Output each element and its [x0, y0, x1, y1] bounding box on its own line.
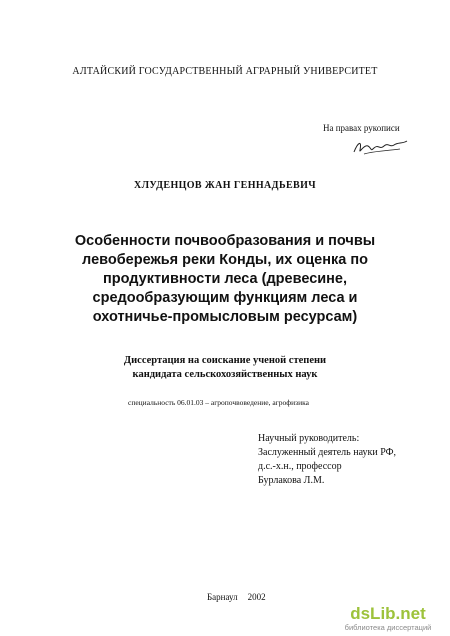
degree-line: кандидата сельскохозяйственных наук [132, 369, 318, 380]
university-name: АЛТАЙСКИЙ ГОСУДАРСТВЕННЫЙ АГРАРНЫЙ УНИВЕРСИТЕТ [72, 66, 378, 77]
author-name: ХЛУДЕНЦОВ ЖАН ГЕННАДЬЕВИЧ [133, 180, 317, 191]
title-line: Особенности почвообразования и почвы [74, 233, 376, 249]
watermark-subtitle: библиотека диссертаций [344, 623, 432, 632]
watermark-logo: dsLib.net [350, 604, 426, 623]
degree-line: Диссертация на соискание ученой степени [123, 355, 327, 366]
footer-year: 2002 [247, 592, 266, 602]
manuscript-note: На правах рукописи [323, 123, 400, 133]
advisor-line: Научный руководитель: [258, 433, 360, 444]
advisor-line: Заслуженный деятель науки РФ, [258, 447, 397, 458]
advisor-line: Бурлакова Л.М. [258, 475, 325, 486]
dslib-watermark[interactable] [332, 605, 444, 632]
dissertation-title [40, 232, 410, 327]
footer-city: Барнаул [207, 592, 238, 602]
title-line: продуктивности леса (древесине, [102, 271, 348, 287]
handwritten-signature [350, 136, 410, 158]
advisor-line: д.с.-х.н., профессор [258, 461, 342, 472]
title-line: охотничье-промысловым ресурсам) [92, 309, 358, 325]
degree-statement [0, 354, 450, 382]
specialty-line: специальность 06.01.03 – агропочвоведение, агрофизика [128, 398, 309, 407]
footer-place-year [207, 592, 266, 602]
advisor-block [258, 432, 396, 488]
title-line: левобережья реки Конды, их оценка по [82, 252, 368, 268]
title-line: средообразующим функциям леса и [92, 290, 358, 306]
